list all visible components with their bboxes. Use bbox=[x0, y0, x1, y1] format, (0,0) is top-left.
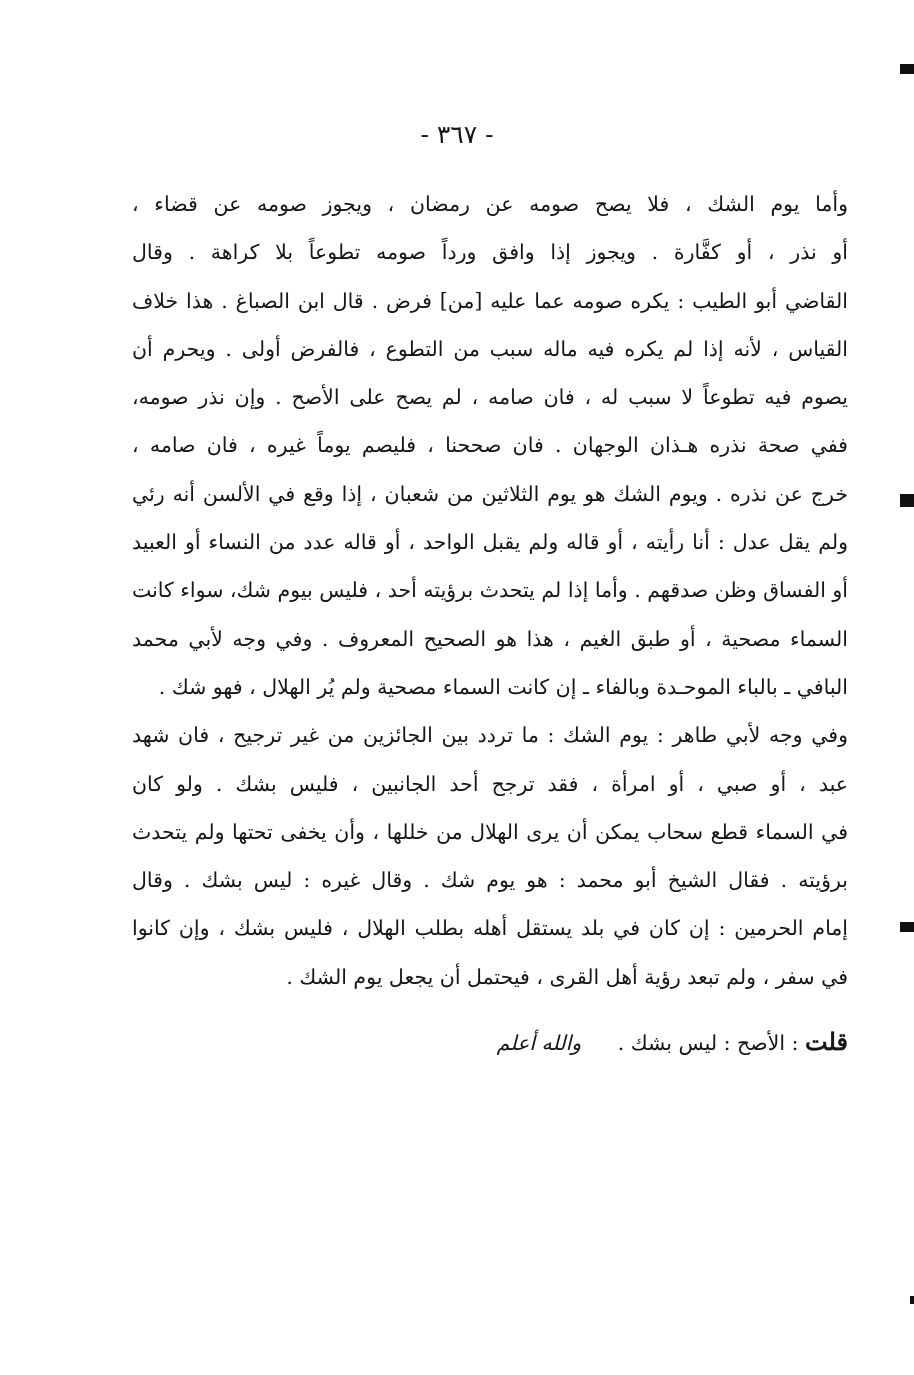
text-line: أو الفساق وظن صدقهم . وأما إذا لم يتحدث برؤيته أحد ، فليس بيوم شك، سواء كانت bbox=[131, 578, 848, 603]
closing-text: : الأصح : ليس بشك . bbox=[617, 1031, 799, 1055]
text-line: في السماء قطع سحاب يمكن أن يرى الهلال من خللها ، وأن يخفى تحتها ولم يتحدث bbox=[132, 819, 848, 844]
text-line: عبد ، أو صبي ، أو امرأة ، فقد ترجح أحد الجانبين ، فليس بشك . ولو كان bbox=[132, 771, 848, 796]
page-number: - ٣٦٧ - bbox=[420, 120, 494, 149]
closing-note bbox=[380, 1018, 848, 1067]
text-line: برؤيته . فقال الشيخ أبو محمد : هو يوم شك . وقال غيره : ليس بشك . وقال bbox=[132, 868, 848, 893]
text-line: وفي وجه لأبي طاهر : يوم الشك : ما تردد بين الجائزين من غير ترجيح ، فان شهد bbox=[132, 723, 848, 748]
text-line: ولم يقل عدل : أنا رأيته ، أو قاله ولم يقبل الواحد ، أو قاله عدد من النساء أو العبيد bbox=[132, 530, 848, 555]
scan-edge-mark bbox=[900, 64, 914, 74]
text-line: خرج عن نذره . ويوم الشك هو يوم الثلاثين من شعبان ، إذا وقع في الألسن أنه رئي bbox=[132, 481, 848, 506]
text-line: وأما يوم الشك ، فلا يصح صومه عن رمضان ، ويجوز صومه عن قضاء ، bbox=[132, 192, 848, 216]
text-line: يصوم فيه تطوعاً لا سبب له ، فان صامه ، لم يصح على الأصح . وإن نذر صومه، bbox=[132, 385, 848, 410]
scan-edge-mark bbox=[910, 1296, 914, 1304]
scan-edge-mark bbox=[900, 494, 914, 507]
body-text bbox=[132, 180, 848, 1001]
closing-keyword: قلت bbox=[805, 1027, 848, 1056]
text-line: في سفر ، ولم تبعد رؤية أهل القرى ، فيحتمل أن يجعل يوم الشك . bbox=[286, 964, 848, 989]
text-line: القاضي أبو الطيب : يكره صومه عما عليه [من] فرض . قال ابن الصباغ . هذا خلاف bbox=[132, 288, 848, 313]
text-line: القياس ، لأنه إذا لم يكره فيه ماله سبب من التطوع ، فالفرض أولى . ويحرم أن bbox=[132, 336, 848, 361]
text-line: إمام الحرمين : إن كان في بلد يستقل أهله بطلب الهلال ، فليس بشك ، وإن كانوا bbox=[132, 916, 848, 941]
closing-signature: والله أعلم bbox=[496, 1031, 582, 1055]
scan-edge-mark bbox=[900, 922, 914, 932]
text-line: أو نذر ، أو كفَّارة . ويجوز إذا وافق ورداً صومه تطوعاً بلا كراهة . وقال bbox=[132, 240, 848, 265]
text-line: السماء مصحية ، أو طبق الغيم ، هذا هو الصحيح المعروف . وفي وجه لأبي محمد bbox=[132, 626, 848, 651]
text-line: البافي ـ بالباء الموحـدة وبالفاء ـ إن كانت السماء مصحية ولم يُر الهلال ، فهو شك . bbox=[158, 674, 848, 699]
text-line: ففي صحة نذره هـذان الوجهان . فان صححنا ، فليصم يوماً غيره ، فان صامه ، bbox=[132, 433, 848, 458]
